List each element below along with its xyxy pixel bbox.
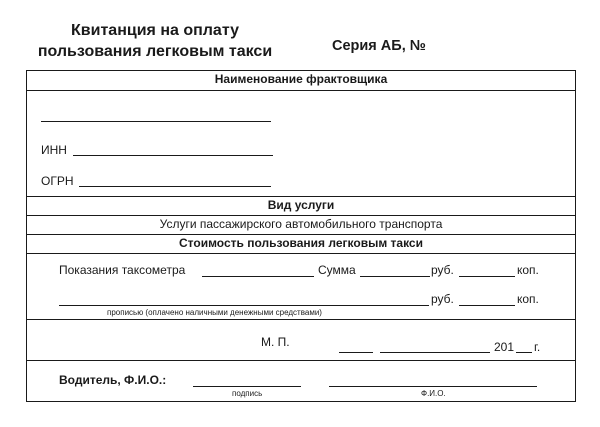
kop-label: коп.	[517, 263, 539, 277]
sum-rub-field[interactable]	[360, 276, 430, 277]
ogrn-label: ОГРН	[41, 174, 74, 188]
divider	[27, 360, 575, 361]
inn-field[interactable]	[73, 155, 273, 156]
stamp-label: М. П.	[261, 335, 290, 349]
meter-label: Показания таксометра	[59, 263, 186, 277]
driver-label: Водитель, Ф.И.О.:	[59, 373, 167, 387]
rub-label: руб.	[431, 263, 454, 277]
series-number-label: Серия АБ, №	[332, 38, 426, 54]
driver-name-field[interactable]	[329, 386, 537, 387]
service-heading: Вид услуги	[27, 197, 575, 216]
carrier-name-field[interactable]	[41, 121, 271, 122]
title-line-2: пользования легковым такси	[37, 43, 273, 60]
rub-label-2: руб.	[431, 292, 454, 306]
carrier-heading: Наименование фрактовщика	[27, 71, 575, 91]
sum-in-words-field[interactable]	[59, 305, 429, 306]
inn-label: ИНН	[41, 143, 67, 157]
divider	[27, 319, 575, 320]
name-caption: Ф.И.О.	[421, 389, 446, 398]
date-month-field[interactable]	[380, 352, 490, 353]
kop-label-2: коп.	[517, 292, 539, 306]
words-caption: прописью (оплачено наличными денежными средствами)	[107, 308, 322, 317]
driver-signature-field[interactable]	[193, 386, 301, 387]
signature-caption: подпись	[232, 389, 263, 398]
sum-label: Сумма	[318, 263, 356, 277]
meter-field[interactable]	[202, 276, 314, 277]
date-year-field[interactable]	[516, 352, 532, 353]
date-day-field[interactable]	[339, 352, 373, 353]
receipt-form	[26, 70, 576, 402]
year-prefix: 201	[494, 340, 515, 354]
ogrn-field[interactable]	[79, 186, 271, 187]
cost-heading: Стоимость пользования легковым такси	[27, 235, 575, 254]
title-line-1: Квитанция на оплату	[71, 22, 239, 39]
receipt-title	[30, 20, 280, 62]
year-suffix: г.	[534, 340, 541, 354]
words-kop-field[interactable]	[459, 305, 515, 306]
sum-kop-field[interactable]	[459, 276, 515, 277]
service-value: Услуги пассажирского автомобильного транспорта	[27, 216, 575, 235]
